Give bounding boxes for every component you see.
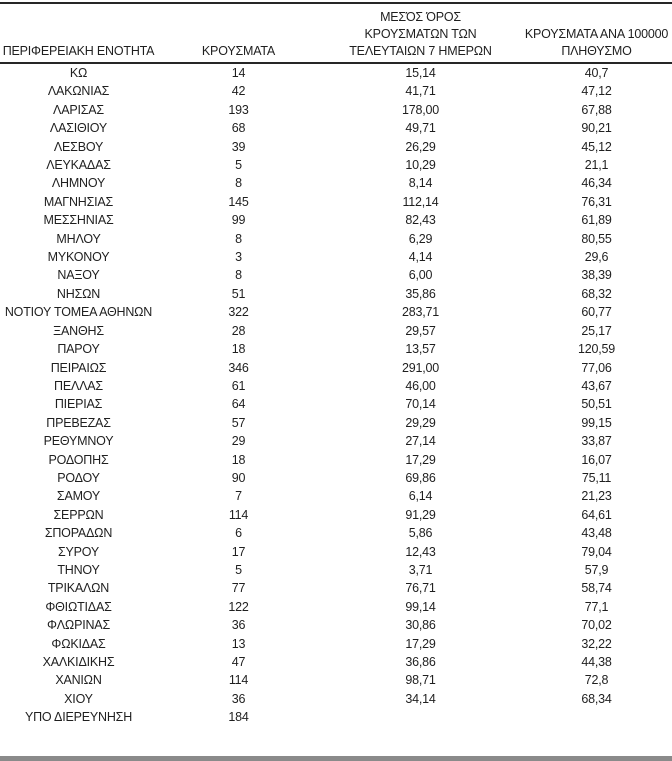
region-cell: ΦΘΙΩΤΙΔΑΣ xyxy=(45,599,112,614)
region-cell: ΜΥΚΟΝΟΥ xyxy=(47,250,110,265)
per-100k-cell: 75,11 xyxy=(581,470,612,485)
table-row xyxy=(0,230,672,248)
region-cell: ΚΩ xyxy=(69,66,88,80)
per-100k-cell: 67,88 xyxy=(581,102,612,117)
cases-cell: 90 xyxy=(231,470,246,485)
cases-cell: 114 xyxy=(228,673,249,688)
per-100k-cell: 44,38 xyxy=(581,655,612,669)
cases-cell: 39 xyxy=(231,139,246,154)
table-row xyxy=(0,524,672,542)
per-100k-cell: 76,31 xyxy=(581,194,612,209)
header-line: ΜΕΣΌΣ ΌΡΟΣ xyxy=(380,10,461,24)
avg-7day-cell: 49,71 xyxy=(405,121,436,136)
per-100k-cell: 57,9 xyxy=(584,562,609,577)
cases-cell: 29 xyxy=(231,434,246,449)
avg-7day-cell: 46,00 xyxy=(405,378,436,393)
avg-7day-cell: 112,14 xyxy=(402,194,439,209)
per-100k-cell: 68,34 xyxy=(581,691,612,706)
region-cell: ΠΑΡΟΥ xyxy=(57,342,100,357)
table-row xyxy=(0,322,672,340)
cases-cell: 68 xyxy=(231,121,246,136)
table-row xyxy=(0,616,672,634)
cases-cell: 184 xyxy=(228,710,249,725)
table-row xyxy=(0,395,672,413)
cases-cell: 64 xyxy=(231,397,246,412)
avg-7day-cell: 26,29 xyxy=(405,139,436,154)
region-cell: ΛΑΡΙΣΑΣ xyxy=(53,102,104,117)
per-100k-cell: 16,07 xyxy=(581,452,612,467)
table-row xyxy=(0,340,672,358)
cases-cell: 28 xyxy=(231,323,246,338)
header-line: ΚΡΟΥΣΜΑΤΩΝ ΤΩΝ xyxy=(364,27,477,41)
region-cell: ΧΑΛΚΙΔΙΚΗΣ xyxy=(42,655,115,669)
table-row xyxy=(0,248,672,266)
table-row xyxy=(0,487,672,505)
avg-7day-cell: 283,71 xyxy=(401,305,440,320)
cases-cell: 14 xyxy=(231,66,246,80)
avg-7day-cell: 99,14 xyxy=(405,599,436,614)
per-100k-cell: 72,8 xyxy=(584,673,609,688)
table-row xyxy=(0,138,672,156)
region-cell: ΜΑΓΝΗΣΙΑΣ xyxy=(43,194,114,209)
avg-7day-cell: 4,14 xyxy=(408,250,433,265)
header-line: ΠΕΡΙΦΕΡΕΙΑΚΗ ΕΝΟΤΗΤΑ xyxy=(2,44,155,58)
per-100k-cell: 40,7 xyxy=(584,66,609,80)
cases-cell: 8 xyxy=(235,231,242,246)
per-100k-cell: 77,06 xyxy=(581,360,612,375)
region-cell: ΣΥΡΟΥ xyxy=(57,544,100,559)
per-100k-cell: 21,23 xyxy=(581,489,612,504)
region-cell: ΛΕΥΚΑΔΑΣ xyxy=(46,158,111,173)
per-100k-cell: 43,48 xyxy=(581,526,612,541)
per-100k-cell: 79,04 xyxy=(581,544,612,559)
table-header xyxy=(0,3,672,63)
table-row xyxy=(0,469,672,487)
per-100k-cell xyxy=(521,708,672,726)
region-cell: ΦΩΚΙΔΑΣ xyxy=(51,636,106,651)
table-row xyxy=(0,377,672,395)
table-row xyxy=(0,303,672,321)
table-row xyxy=(0,414,672,432)
region-cell: ΥΠΟ ΔΙΕΡΕΥΝΗΣΗ xyxy=(24,710,133,725)
avg-7day-cell: 12,43 xyxy=(405,544,436,559)
per-100k-cell: 68,32 xyxy=(581,286,612,301)
region-cell: ΡΕΘΥΜΝΟΥ xyxy=(43,434,114,449)
avg-7day-cell: 82,43 xyxy=(405,213,436,228)
table-row xyxy=(0,82,672,100)
region-cell: ΜΗΛΟΥ xyxy=(56,231,101,246)
header-line: ΚΡΟΥΣΜΑΤΑ ΑΝΑ 100000 xyxy=(524,27,669,41)
table-row xyxy=(0,708,672,726)
avg-7day-cell: 15,14 xyxy=(405,66,436,80)
cases-cell: 99 xyxy=(231,213,246,228)
column-header-cases xyxy=(157,3,320,63)
avg-7day-cell: 27,14 xyxy=(405,434,436,449)
table-row xyxy=(0,193,672,211)
region-cell: ΛΗΜΝΟΥ xyxy=(51,176,106,191)
per-100k-cell: 46,34 xyxy=(581,176,612,191)
table-row xyxy=(0,211,672,229)
table-row xyxy=(0,432,672,450)
avg-7day-cell: 76,71 xyxy=(405,581,436,596)
avg-7day-cell: 291,00 xyxy=(401,360,440,375)
cases-cell: 346 xyxy=(228,360,249,375)
table-row xyxy=(0,543,672,561)
cases-cell: 61 xyxy=(231,378,246,393)
per-100k-cell: 60,77 xyxy=(581,305,612,320)
avg-7day-cell: 6,00 xyxy=(408,268,433,283)
cases-cell: 77 xyxy=(231,581,246,596)
table-row xyxy=(0,451,672,469)
table-row xyxy=(0,156,672,174)
per-100k-cell: 47,12 xyxy=(581,84,612,99)
region-cell: ΠΕΙΡΑΙΩΣ xyxy=(50,360,107,375)
avg-7day-cell: 10,29 xyxy=(405,158,436,173)
avg-7day-cell: 6,14 xyxy=(408,489,433,504)
cases-cell: 5 xyxy=(235,158,242,173)
cases-cell: 114 xyxy=(228,507,249,522)
table-body xyxy=(0,63,672,727)
per-100k-cell: 21,1 xyxy=(584,158,609,173)
avg-7day-cell: 29,57 xyxy=(405,323,436,338)
table-row xyxy=(0,101,672,119)
table-row xyxy=(0,598,672,616)
per-100k-cell: 64,61 xyxy=(581,507,612,522)
region-cell: ΣΑΜΟΥ xyxy=(56,489,101,504)
avg-7day-cell: 91,29 xyxy=(405,507,436,522)
cases-cell: 42 xyxy=(231,84,246,99)
per-100k-cell: 43,67 xyxy=(581,378,612,393)
table-row xyxy=(0,506,672,524)
cases-cell: 8 xyxy=(235,176,242,191)
avg-7day-cell: 98,71 xyxy=(405,673,436,688)
table-row xyxy=(0,561,672,579)
column-header-per-100k xyxy=(521,3,672,63)
avg-7day-cell: 35,86 xyxy=(405,286,436,301)
per-100k-cell: 29,6 xyxy=(584,250,609,265)
per-100k-cell: 50,51 xyxy=(581,397,612,412)
table-row xyxy=(0,174,672,192)
cases-cell: 17 xyxy=(231,544,246,559)
region-cell: ΠΡΕΒΕΖΑΣ xyxy=(46,415,111,430)
cases-cell: 5 xyxy=(235,562,242,577)
region-cell: ΧΑΝΙΩΝ xyxy=(55,673,102,688)
table-row xyxy=(0,690,672,708)
region-cell: ΛΑΚΩΝΙΑΣ xyxy=(47,84,110,99)
avg-7day-cell: 17,29 xyxy=(405,452,436,467)
header-row xyxy=(0,3,672,63)
cases-cell: 193 xyxy=(228,102,249,117)
per-100k-cell: 38,39 xyxy=(581,268,612,283)
per-100k-cell: 25,17 xyxy=(581,323,612,338)
region-cell: ΡΟΔΟΠΗΣ xyxy=(48,452,109,467)
cases-cell: 18 xyxy=(231,342,246,357)
cases-cell: 36 xyxy=(231,691,246,706)
region-cell: ΞΑΝΘΗΣ xyxy=(53,323,104,338)
avg-7day-cell: 69,86 xyxy=(405,470,436,485)
avg-7day-cell: 6,29 xyxy=(408,231,433,246)
table-row xyxy=(0,359,672,377)
avg-7day-cell: 3,71 xyxy=(408,562,433,577)
per-100k-cell: 70,02 xyxy=(581,618,612,633)
region-cell: ΡΟΔΟΥ xyxy=(57,470,100,485)
avg-7day-cell: 13,57 xyxy=(405,342,436,357)
header-line: ΤΕΛΕΥΤΑΙΩΝ 7 ΗΜΕΡΩΝ xyxy=(349,44,492,58)
header-line: ΚΡΟΥΣΜΑΤΑ xyxy=(201,44,276,58)
avg-7day-cell: 29,29 xyxy=(405,415,436,430)
region-cell: ΧΙΟΥ xyxy=(64,691,93,706)
per-100k-cell: 58,74 xyxy=(581,581,612,596)
per-100k-cell: 80,55 xyxy=(581,231,612,246)
cases-cell: 322 xyxy=(228,305,249,320)
cases-cell: 145 xyxy=(228,194,249,209)
region-cell: ΤΡΙΚΑΛΩΝ xyxy=(47,581,110,596)
region-cell: ΣΕΡΡΩΝ xyxy=(53,507,104,522)
region-cell: ΝΑΞΟΥ xyxy=(57,268,100,283)
avg-7day-cell: 30,86 xyxy=(405,618,436,633)
cases-cell: 18 xyxy=(231,452,246,467)
cases-cell: 36 xyxy=(231,618,246,633)
avg-7day-cell: 34,14 xyxy=(405,691,436,706)
cases-cell: 51 xyxy=(231,286,246,301)
cases-cell: 3 xyxy=(235,250,242,265)
table-row xyxy=(0,285,672,303)
cases-cell: 47 xyxy=(231,655,246,669)
per-100k-cell: 99,15 xyxy=(581,415,612,430)
avg-7day-cell: 41,71 xyxy=(405,84,436,99)
avg-7day-cell: 8,14 xyxy=(408,176,433,191)
per-100k-cell: 90,21 xyxy=(581,121,612,136)
avg-7day-cell: 178,00 xyxy=(401,102,440,117)
region-cell: ΛΕΣΒΟΥ xyxy=(53,139,104,154)
column-header-7day-average xyxy=(320,3,521,63)
table-row xyxy=(0,653,672,671)
region-cell: ΦΛΩΡΙΝΑΣ xyxy=(47,618,110,633)
column-header-region xyxy=(0,3,157,63)
table-row xyxy=(0,119,672,137)
region-cell: ΠΙΕΡΙΑΣ xyxy=(54,397,103,412)
table-row xyxy=(0,63,672,82)
cases-cell: 8 xyxy=(235,268,242,283)
region-cell: ΝΟΤΙΟΥ ΤΟΜΕΑ ΑΘΗΝΩΝ xyxy=(4,305,153,320)
region-cell: ΤΗΝΟΥ xyxy=(57,562,100,577)
region-cell: ΜΕΣΣΗΝΙΑΣ xyxy=(43,213,114,228)
cases-table xyxy=(0,2,672,727)
header-line: ΠΛΗΘΥΣΜΟ xyxy=(561,44,632,58)
per-100k-cell: 77,1 xyxy=(584,599,609,614)
per-100k-cell: 32,22 xyxy=(581,636,612,651)
avg-7day-cell: 5,86 xyxy=(408,526,433,541)
table-row xyxy=(0,635,672,653)
table-row xyxy=(0,266,672,284)
cases-cell: 6 xyxy=(235,526,242,541)
region-cell: ΣΠΟΡΑΔΩΝ xyxy=(44,526,113,541)
table-row xyxy=(0,671,672,689)
region-cell: ΠΕΛΛΑΣ xyxy=(54,378,103,393)
per-100k-cell: 120,59 xyxy=(577,342,616,357)
avg-7day-cell: 70,14 xyxy=(405,397,436,412)
cases-cell: 7 xyxy=(235,489,242,504)
avg-7day-cell xyxy=(320,708,521,726)
region-cell: ΝΗΣΩΝ xyxy=(56,286,101,301)
cases-cell: 57 xyxy=(231,415,246,430)
avg-7day-cell: 36,86 xyxy=(405,655,436,669)
per-100k-cell: 45,12 xyxy=(581,139,612,154)
avg-7day-cell: 17,29 xyxy=(405,636,436,651)
per-100k-cell: 61,89 xyxy=(581,213,612,228)
region-cell: ΛΑΣΙΘΙΟΥ xyxy=(49,121,108,136)
cases-cell: 13 xyxy=(231,636,246,651)
table-row xyxy=(0,579,672,597)
per-100k-cell: 33,87 xyxy=(581,434,612,449)
cases-cell: 122 xyxy=(228,599,249,614)
